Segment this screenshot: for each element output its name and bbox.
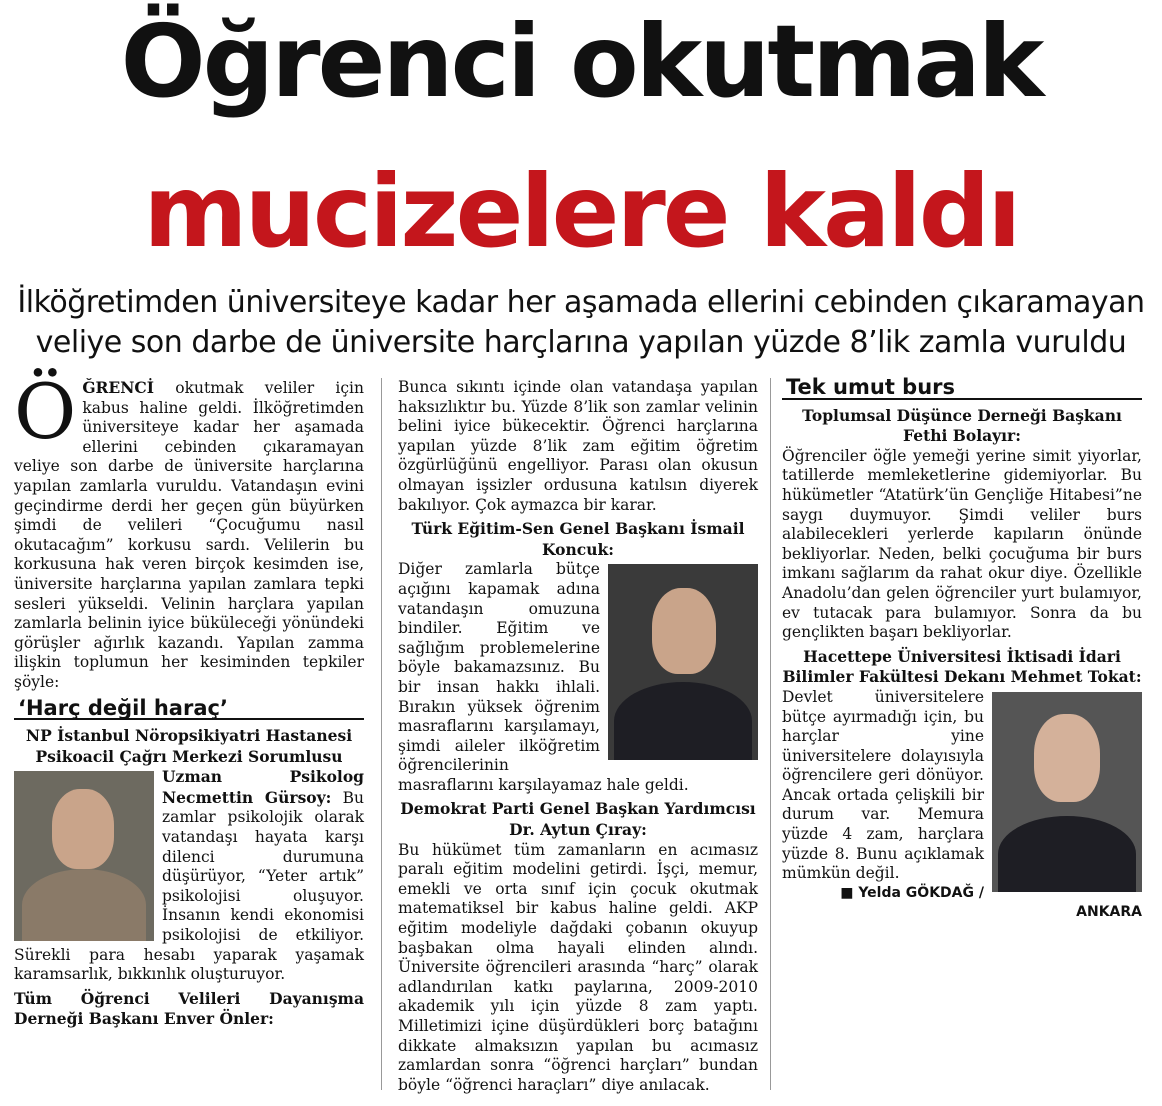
- intro-paragraph: [14, 367, 364, 693]
- bolayir-name: Toplumsal Düşünce Derneği Başkanı Fethi Bolayır:: [802, 405, 1122, 446]
- gursoy-paragraph: [14, 767, 364, 985]
- column-rule: [381, 378, 382, 1090]
- suit-shape: [998, 816, 1136, 892]
- koncuk-text: Diğer zamlarla bütçe açığını kapamak adına vatandaşın omuzuna bindiler. Eğitim ve sağlığım problemelerine böyle bakamazsınız. Bu bir insan hakkı ihlali. Bırakın yüksek öğrenim masraflarını karşılamayı, şimdi aileler ilköğretim öğrencilerinin masraflarını karşılayamaz hale geldi.: [398, 560, 689, 794]
- subheading-harc: ‘Harç değil haraç’: [14, 699, 364, 721]
- headline-line-2: mucizelere kaldı: [143, 153, 1019, 270]
- ciray-paragraph: [398, 841, 758, 1096]
- intro-lead: ĞRENCİ: [82, 378, 154, 397]
- article-column-2: [398, 378, 758, 1095]
- onler-title: Tüm Öğrenci Velileri Dayanışma Derneği Başkanı Enver Önler:: [14, 988, 364, 1029]
- suit-shape: [22, 869, 146, 941]
- tokat-paragraph: [782, 688, 1142, 884]
- ciray-text: Bu hükümet tüm zamanların en acımasız paralı eğitim modelini getirdi. İşçi, memur, emekli ve orta sınıf için çocuk okutmak matematiksel bir kabus haline geldi. AKP eğitim modeliyle dağdaki çobanın okuyup başbakan olma hayali elinden alındı. Üniversite öğrencileri arasında “harç” olarak adlandırılan katkı paylarına, 2009-2010 akademik yılı için yüzde 8 zam yaptı. Milletimizi içine düşürdükleri borç batağını dikkate almaksızın yapılan bu acımasız zamlardan sonra “öğrenci harçları” bundan böyle “öğrenci haraçları” diye anılacak.: [398, 840, 758, 1094]
- intro-text: okutmak veliler için kabus haline geldi. İlköğretimden üniversiteye kadar her aşamada ellerini cebinden çıkaramayan veliye son darbe de üniversite harçlarına yapılan zamlarla vuruldu. Vatandaşın evini geçindirme derdi her geçen gün büyürken şimdi de velileri “Çocuğumu nasıl okutacağım” korkusu sardı. Velilerin bu korkusuna hak veren birçok kesimden ise, üniversite harçlarına yapılan zamlara tepki sesleri yükseldi. Velinin harçlara yapılan zamlarla belinin iyice büküleceği yönündeki görüşler ağırlık kazandı. Yapılan zamma ilişkin toplumun her kesiminden tepkiler şöyle:: [14, 379, 364, 691]
- article-column-1: [14, 367, 364, 1030]
- gursoy-photo: [14, 771, 154, 941]
- gursoy-text: Bu zamlar psikolojik olarak vatandaşı hayata karşı dilenci durumuna düşürüyor, “Yeter artık” psikolojisi oluşuyor. İnsanın kendi ekonomisi psikolojisi de etkiliyor. Sürekli para hesabı yaparak yaşamak karamsarlık, bıkkınlık oluşturuyor.: [14, 788, 364, 984]
- gursoy-name: Uzman Psikolog Necmettin Gürsoy:: [162, 767, 364, 807]
- headline-line-1: Öğrenci okutmak: [120, 3, 1042, 120]
- deck-line-2: veliye son darbe de üniversite harçlarına yapılan yüzde 8’lik zamla vuruldu: [35, 325, 1127, 360]
- article-column-3: [782, 375, 1142, 923]
- gursoy-title: NP İstanbul Nöropsikiyatri Hastanesi Psikoacil Çağrı Merkezi Sorumlusu: [25, 726, 353, 766]
- bolayir-text: Öğrenciler öğle yemeği yerine simit yiyorlar, tatillerde memleketlerine gidemiyorlar. Bu hükümetler “Atatürk’ün Gençliğe Hitabesi”ne saygı duymuyor. Şimdi veliler burs alabilecekleri yerlerde kapıların önünde bekliyorlar. Neden, belki çocuğuma bir burs imkanı sağlarım da rahat okur diye. Özellikle Anadolu’dan gelen öğrenciler yurt bulamıyor, ev tutacak para bulamıyor. Sonra da bu gençlikten başarı bekliyorlar.: [782, 446, 1142, 642]
- koncuk-paragraph: [398, 560, 758, 795]
- koncuk-photo: [608, 564, 758, 760]
- face-shape: [1034, 714, 1100, 802]
- column-rule: [770, 378, 771, 1090]
- ciray-name: Demokrat Parti Genel Başkan Yardımcısı Dr. Aytun Çıray:: [400, 799, 756, 840]
- byline: ■ Yelda GÖKDAĞ / ANKARA: [840, 884, 1142, 921]
- tokat-text: Devlet üniversitelere bütçe ayırmadığı için, bu harçlar yine üniversitelere dolayısıyla öğrencilere geri dönüyor. Ancak ortada çelişkili bir durum var. Memura yüzde 4 zam, harçlara yüzde 8. Bunu açıklamak mümkün değil.: [782, 687, 984, 883]
- onler-paragraph: [398, 378, 758, 515]
- tokat-photo: [992, 692, 1142, 892]
- drop-cap: Ö: [14, 367, 77, 456]
- face-shape: [652, 588, 716, 674]
- suit-shape: [614, 682, 752, 760]
- face-shape: [52, 789, 114, 869]
- bolayir-paragraph: [782, 447, 1142, 643]
- tokat-name: Hacettepe Üniversitesi İktisadi İdari Bilimler Fakültesi Dekanı Mehmet Tokat:: [782, 646, 1142, 687]
- onler-text: Bunca sıkıntı içinde olan vatandaşa yapılan haksızlıktır bu. Yüzde 8’lik son zamlar velinin belini iyice bükecektir. Öğrenci harçlarına yapılan yüzde 8’lik zam eğitim öğretim özgürlüğünü engelliyor. Parası olan okusun olmayan işsizler ordusuna katılsın diyerek bakılıyor. Çok aymazca bir karar.: [398, 378, 758, 514]
- koncuk-name: Türk Eğitim-Sen Genel Başkanı İsmail Koncuk:: [411, 519, 745, 559]
- subheading-burs: Tek umut burs: [782, 378, 1142, 400]
- deck-line-1: İlköğretimden üniversiteye kadar her aşamada ellerini cebinden çıkaramayan: [17, 285, 1145, 320]
